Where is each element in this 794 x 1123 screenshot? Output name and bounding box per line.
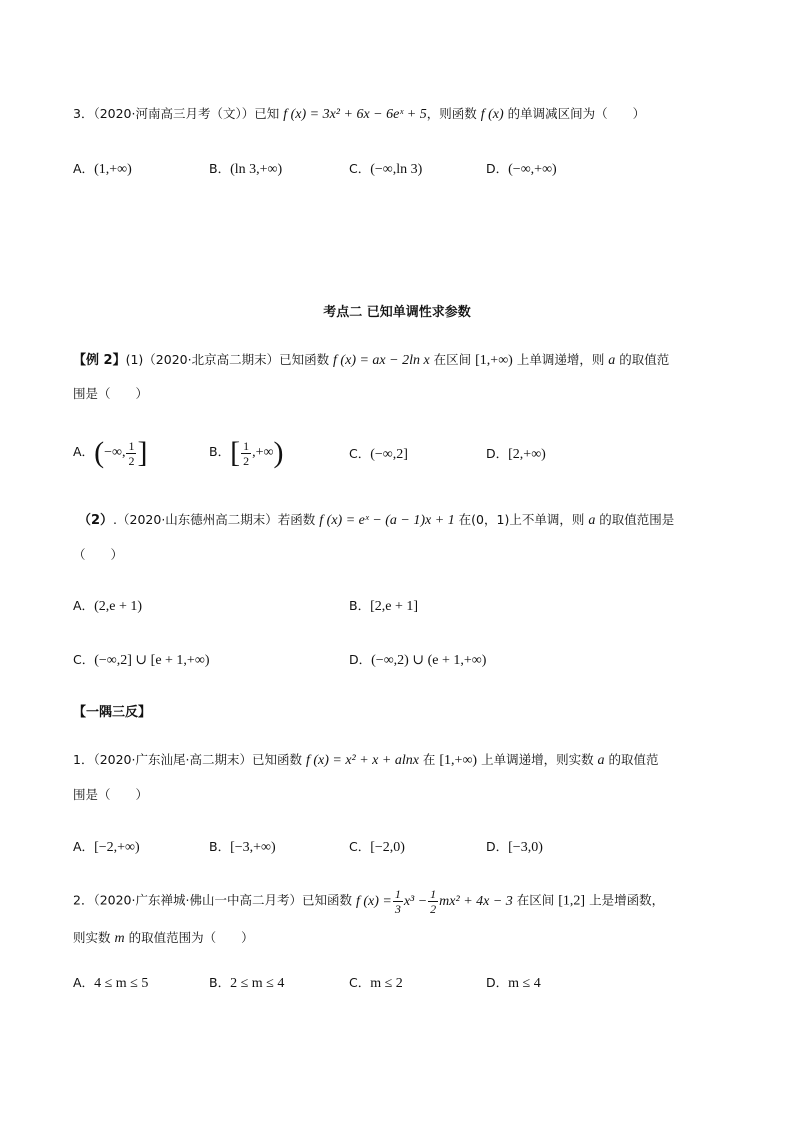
option-label: B． [209,161,231,176]
p1-prefix: 1．（2020·广东汕尾·高二期末）已知函数 [73,752,306,767]
option-label: D． [486,446,509,461]
option-value: [−3,0) [508,840,543,855]
option-label: C． [73,652,95,667]
option-label: D． [486,839,509,854]
ex2b-option-d[interactable] [349,652,486,670]
p2-formula: f (x) = $\frac{1}{3}$ x³ − $\frac{1}{2}$ mx² + 4x − 3 [355,887,513,916]
option-value: m ≤ 2 [370,976,403,991]
option-label: C． [349,161,371,176]
fraction: $\frac{1}{2}$ [128,438,135,468]
option-value: (−∞,+∞) [508,162,557,177]
option-value: (ln 3,+∞) [230,162,283,177]
ex2-line2: 围是（ ） [73,386,149,401]
ex2b-option-c[interactable] [73,652,209,670]
q3-suffix: ，则函数 [426,106,481,121]
option-label: A． [73,444,95,460]
ex2b-stem-line1 [78,512,674,530]
option-label: B． [209,975,231,990]
p1-stem-line1 [73,752,659,770]
option-value: (1,+∞) [94,162,132,177]
fraction: $\frac{1}{2}$ [243,438,250,468]
option-value: [2,e + 1] [370,599,419,614]
p1-formula: f (x) = x² + x + alnx [305,753,419,768]
p2-var: m [114,931,125,946]
p1-var: a [597,753,605,768]
q3-prefix: 3．（2020·河南高三月考（文））已知 [73,106,284,121]
q3-end: 的单调减区间为（ ） [503,106,646,121]
ex2b-line2: （ ） [73,547,124,562]
p1-stem-line2 [73,787,148,805]
ex2-prefix: (1)（2020·北京高二期末）已知函数 [125,352,334,367]
ex2-option-d[interactable] [486,446,546,464]
p2-option-b[interactable] [209,975,284,993]
fraction: $\frac{1}{2}$ [430,887,437,916]
p2-prefix: 2．（2020·广东禅城·佛山一中高二月考）已知函数 [73,892,356,908]
p1-end: 的取值范 [604,752,659,767]
section-title: 考点二 已知单调性求参数 [323,305,471,320]
option-label: D． [486,975,509,990]
p1-option-d[interactable] [486,839,543,857]
q3-formula: f (x) = 3x² + 6x − 6eˣ + 5 [283,107,427,122]
q3-stem [73,106,645,124]
option-label: B． [209,444,231,460]
ex2-mid: 在区间 [429,352,476,367]
option-label: A． [73,598,95,613]
ex2b-formula: f (x) = eˣ − (a − 1)x + 1 [319,513,455,528]
ex2b-mid: 在(0，1)上不单调，则 [454,512,589,527]
option-value: (−∞,ln 3) [370,162,423,177]
ex2b-tag: （2） [78,513,114,528]
ex2-option-c[interactable] [349,446,408,464]
p1-mid: 在 [418,752,440,767]
q3-fx: f (x) [480,107,504,122]
option-value: (−∞,2] [370,447,408,462]
p1-suffix: 上单调递增，则实数 [477,752,598,767]
p2-mid: 在区间 [512,892,559,908]
p2-option-a[interactable] [73,975,148,993]
p1-line2: 围是（ ） [73,787,149,802]
option-value: [−2,+∞) [94,840,140,855]
ex2-stem-line1 [73,352,669,370]
option-label: D． [486,161,509,176]
option-label: A． [73,839,95,854]
p1-option-c[interactable] [349,839,405,857]
ex2-option-b[interactable] [209,438,283,468]
option-value: 4 ≤ m ≤ 5 [94,976,149,991]
option-label: C． [349,446,371,461]
ex2b-stem-line2 [73,547,123,565]
ex2b-option-a[interactable] [73,598,142,616]
ex2b-end: 的取值范围是 [595,512,675,527]
option-label: A． [73,161,95,176]
ex2-interval: [1,+∞) [475,353,513,368]
q3-option-c[interactable] [349,161,422,179]
ex2-suffix: 上单调递增，则 [512,352,609,367]
p2-interval: [1,2] [558,893,586,909]
p2-line2-prefix: 则实数 [73,930,115,945]
ex2b-option-b[interactable] [349,598,418,616]
fraction: $\frac{1}{3}$ [394,887,401,916]
ex2-end: 的取值范 [615,352,670,367]
option-label: C． [349,839,371,854]
option-value: [ $\frac{1}{2}$ ,+∞) [230,436,284,469]
q3-option-a[interactable] [73,161,132,179]
q3-option-d[interactable] [486,161,557,179]
q3-option-b[interactable] [209,161,282,179]
option-label: A． [73,975,95,990]
p2-option-c[interactable] [349,975,403,993]
option-label: B． [349,598,371,613]
ex2-var: a [608,353,616,368]
option-value: [2,+∞) [508,447,546,462]
ex2-stem-line2 [73,386,148,404]
practice-heading: 【一隅三反】 [73,705,152,720]
option-value: (2,e + 1) [94,599,142,614]
p1-interval: [1,+∞) [439,753,478,768]
option-value: (−∞,2] ∪ [e + 1,+∞) [94,653,210,668]
option-label: B． [209,839,231,854]
p2-option-d[interactable] [486,975,541,993]
p2-stem-line1 [73,888,664,915]
ex2-tag: 【例 2】 [73,353,126,368]
p2-end: 上是增函数， [585,892,665,908]
option-value: (−∞,2) ∪ (e + 1,+∞) [371,653,487,668]
ex2-option-a[interactable] [73,438,147,468]
ex2b-prefix: .（2020·山东德州高二期末）若函数 [113,512,320,527]
option-value: 2 ≤ m ≤ 4 [230,976,285,991]
p2-stem-line2 [73,930,254,948]
p1-option-b[interactable] [209,839,276,857]
option-value: [−2,0) [370,840,405,855]
option-label: D． [349,652,372,667]
option-value: (−∞, $\frac{1}{2}$ ] [94,436,148,469]
ex2b-var: a [588,513,596,528]
option-value: m ≤ 4 [508,976,541,991]
ex2-formula: f (x) = ax − 2ln x [333,353,430,368]
option-value: [−3,+∞) [230,840,276,855]
p2-line2-end: 的取值范围为（ ） [124,930,254,945]
p1-option-a[interactable] [73,839,140,857]
option-label: C． [349,975,371,990]
